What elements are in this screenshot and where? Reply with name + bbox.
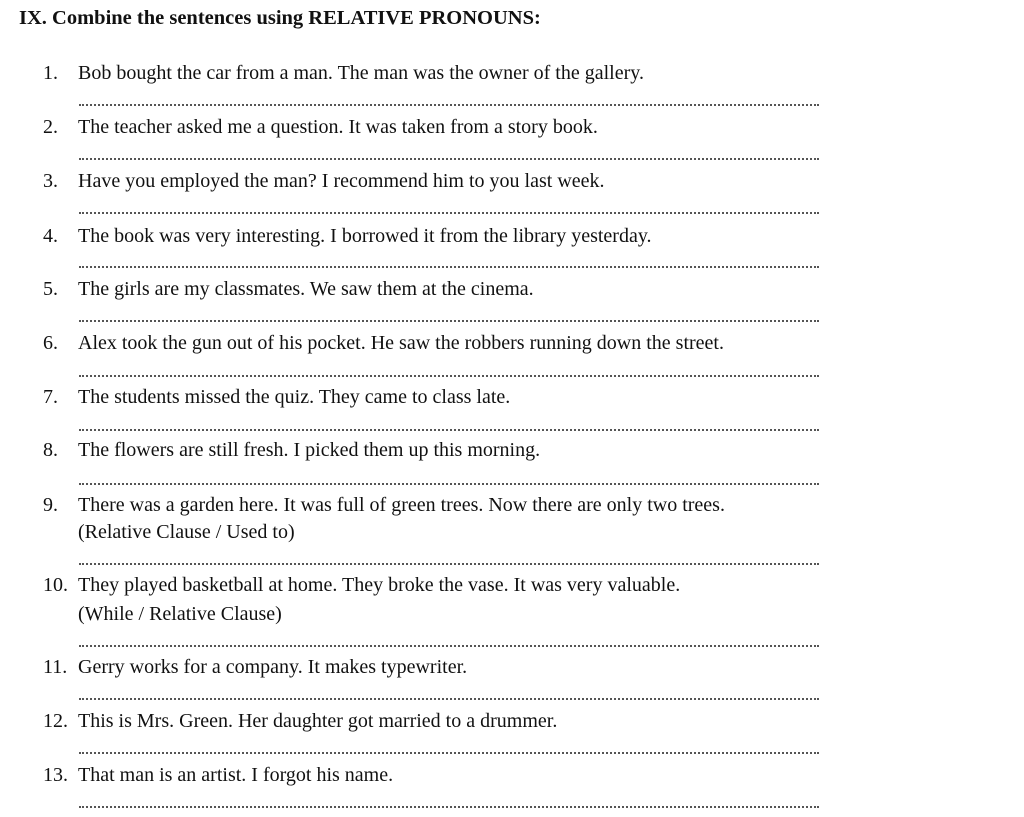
item-hint: (While / Relative Clause) bbox=[78, 603, 282, 625]
exercise-item bbox=[0, 494, 1024, 552]
exercise-item bbox=[0, 225, 1024, 255]
item-sentence: Alex took the gun out of his pocket. He saw the robbers running down the street. bbox=[78, 332, 724, 354]
answer-line[interactable] bbox=[79, 266, 819, 268]
answer-line[interactable] bbox=[79, 645, 819, 647]
item-sentence: There was a garden here. It was full of green trees. Now there are only two trees. bbox=[78, 494, 725, 516]
item-hint: (Relative Clause / Used to) bbox=[78, 521, 295, 543]
exercise-item bbox=[0, 439, 1024, 469]
answer-line[interactable] bbox=[79, 375, 819, 377]
item-number: 5. bbox=[43, 278, 58, 300]
item-sentence: The teacher asked me a question. It was taken from a story book. bbox=[78, 116, 598, 138]
exercise-item bbox=[0, 710, 1024, 740]
answer-line[interactable] bbox=[79, 806, 819, 808]
item-number: 6. bbox=[43, 332, 58, 354]
item-sentence: Bob bought the car from a man. The man was the owner of the gallery. bbox=[78, 62, 644, 84]
item-sentence: The book was very interesting. I borrowed it from the library yesterday. bbox=[78, 225, 652, 247]
item-number: 4. bbox=[43, 225, 58, 247]
exercise-item bbox=[0, 574, 1024, 632]
answer-line[interactable] bbox=[79, 752, 819, 754]
exercise-item bbox=[0, 764, 1024, 794]
answer-line[interactable] bbox=[79, 698, 819, 700]
item-number: 11. bbox=[43, 656, 68, 678]
exercise-item bbox=[0, 332, 1024, 362]
item-sentence: Gerry works for a company. It makes typewriter. bbox=[78, 656, 468, 678]
item-number: 1. bbox=[43, 62, 58, 84]
item-sentence: The students missed the quiz. They came to class late. bbox=[78, 386, 511, 408]
exercise-item bbox=[0, 386, 1024, 416]
answer-line[interactable] bbox=[79, 320, 819, 322]
item-sentence: Have you employed the man? I recommend him to you last week. bbox=[78, 170, 605, 192]
item-number: 7. bbox=[43, 386, 58, 408]
item-number: 2. bbox=[43, 116, 58, 138]
item-number: 8. bbox=[43, 439, 58, 461]
exercise-item bbox=[0, 278, 1024, 308]
answer-line[interactable] bbox=[79, 483, 819, 485]
exercise-heading: IX. Combine the sentences using RELATIVE PRONOUNS: bbox=[19, 7, 541, 29]
item-sentence: They played basketball at home. They broke the vase. It was very valuable. bbox=[78, 574, 681, 596]
item-number: 13. bbox=[43, 764, 68, 786]
answer-line[interactable] bbox=[79, 563, 819, 565]
item-number: 10. bbox=[43, 574, 68, 596]
exercise-item bbox=[0, 116, 1024, 146]
exercise-item bbox=[0, 656, 1024, 686]
answer-line[interactable] bbox=[79, 104, 819, 106]
exercise-item bbox=[0, 62, 1024, 92]
item-sentence: The girls are my classmates. We saw them at the cinema. bbox=[78, 278, 534, 300]
item-number: 3. bbox=[43, 170, 58, 192]
answer-line[interactable] bbox=[79, 429, 819, 431]
item-sentence: That man is an artist. I forgot his name. bbox=[78, 764, 394, 786]
answer-line[interactable] bbox=[79, 158, 819, 160]
item-sentence: The flowers are still fresh. I picked them up this morning. bbox=[78, 439, 541, 461]
item-sentence: This is Mrs. Green. Her daughter got married to a drummer. bbox=[78, 710, 558, 732]
exercise-item bbox=[0, 170, 1024, 200]
answer-line[interactable] bbox=[79, 212, 819, 214]
item-number: 12. bbox=[43, 710, 68, 732]
item-number: 9. bbox=[43, 494, 58, 516]
